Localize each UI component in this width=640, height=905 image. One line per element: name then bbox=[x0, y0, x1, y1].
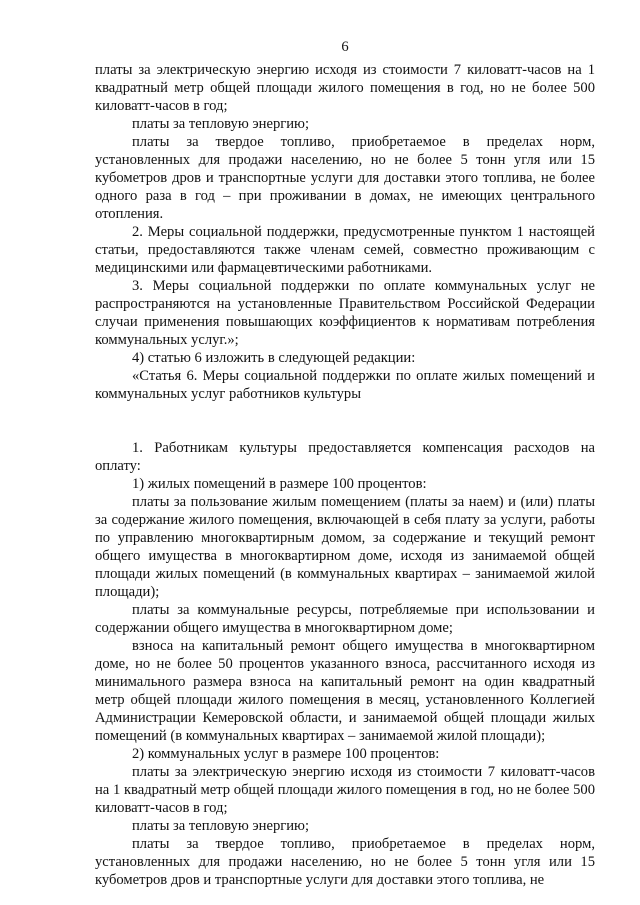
paragraph: платы за коммунальные ресурсы, потребляемые при использовании и содержании общего имущества в многоквартирном доме; bbox=[95, 602, 595, 636]
paragraph: платы за тепловую энергию; bbox=[132, 116, 309, 132]
paragraph: платы за пользование жилым помещением (платы за наем) и (или) платы за содержание жилого помещения, включающей в себя плату за услуги, работы по управлению многоквартирным домом, за содержание и текущий ремонт общего имущества в многоквартирном доме, исходя из занимаемой общей площади жилых помещений (в коммунальных квартирах – занимаемой жилой площади); bbox=[95, 494, 595, 600]
article-heading: «Статья 6. Меры социальной поддержки по оплате жилых помещений и коммунальных услуг работников культуры bbox=[95, 368, 595, 402]
page-number: 6 bbox=[341, 39, 349, 55]
paragraph: 2. Меры социальной поддержки, предусмотренные пунктом 1 настоящей статьи, предоставляются также членам семей, совместно проживающим с медицинскими или фармацевтическими работниками. bbox=[95, 224, 595, 276]
paragraph: 4) статью 6 изложить в следующей редакции: bbox=[132, 350, 416, 366]
paragraph: 1. Работникам культуры предоставляется компенсация расходов на оплату: bbox=[95, 440, 595, 474]
paragraph: платы за электрическую энергию исходя из стоимости 7 киловатт-часов на 1 квадратный метр общей площади жилого помещения в год, но не более 500 киловатт-часов в год; bbox=[95, 62, 595, 114]
paragraph: платы за электрическую энергию исходя из стоимости 7 киловатт-часов на 1 квадратный метр общей площади жилого помещения в год, но не более 500 киловатт-часов в год; bbox=[95, 764, 595, 816]
paragraph: 3. Меры социальной поддержки по оплате коммунальных услуг не распространяются на установленные Правительством Российской Федерации случаи применения повышающих коэффициентов к нормативам потребления коммунальных услуг.»; bbox=[95, 278, 595, 348]
paragraph: платы за твердое топливо, приобретаемое в пределах норм, установленных для продажи населению, но не более 5 тонн угля или 15 кубометров дров и транспортные услуги для доставки этого топлива, не bbox=[95, 836, 595, 888]
document-page bbox=[95, 38, 595, 889]
paragraph: платы за твердое топливо, приобретаемое в пределах норм, установленных для продажи населению, но не более 5 тонн угля или 15 кубометров дров и транспортные услуги для доставки этого топлива, не более одного раза в год – при проживании в домах, не имеющих центрального отопления. bbox=[95, 134, 595, 222]
section-spacer bbox=[95, 403, 595, 439]
paragraph: взноса на капитальный ремонт общего имущества в многоквартирном доме, но не более 50 процентов указанного взноса, рассчитанного исходя из минимального размера взноса на капитальный ремонт на один квадратный метр общей площади жилого помещения в месяц, установленного Коллегией Администрации Кемеровской области, и занимаемой общей площади жилых помещений (в коммунальных квартирах – занимаемой жилой площади); bbox=[95, 638, 595, 744]
paragraph: 2) коммунальных услуг в размере 100 процентов: bbox=[132, 746, 440, 762]
paragraph: 1) жилых помещений в размере 100 процентов: bbox=[132, 476, 427, 492]
paragraph: платы за тепловую энергию; bbox=[132, 818, 309, 834]
